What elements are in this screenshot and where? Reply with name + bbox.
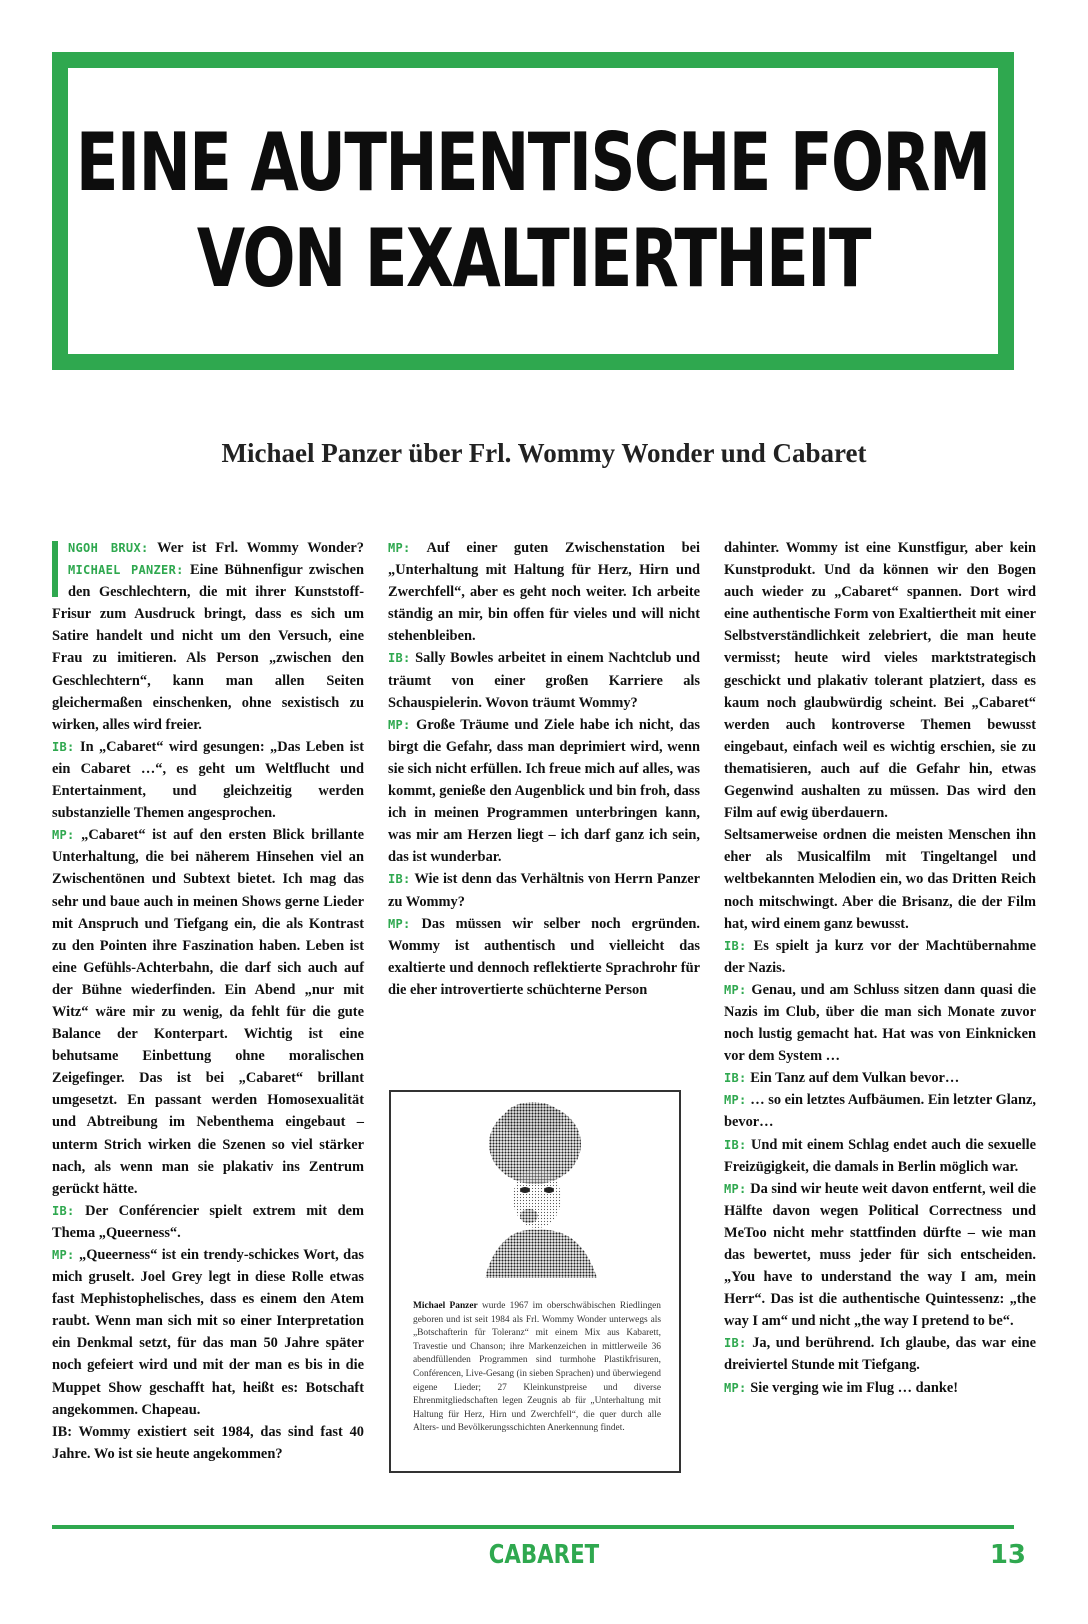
answer-text: Da sind wir heute weit davon entfernt, weil die Hälfte davon wegen Political Correctness und MeToo nicht mehr stattfinden dürfte – wie man das bewertet, muss jeder für sich entscheiden. „You have to understand the way I am, mein Herr“. Das ist die authentische Quintessenz: „the way I am“ und nicht „the way I pretend to be“. [724,1180,1036,1330]
answer-text: … so ein letztes Aufbäumen. Ein letzter Glanz, bevor… [724,1092,1036,1131]
question-text: Sally Bowles arbeitet in einem Nachtclub und träumt von einer großen Karriere als Schauspielerin. Wovon träumt Wommy? [388,650,700,711]
speaker-label: MP: [724,1380,747,1395]
speaker-label: NGOH BRUX: [68,541,149,555]
speaker-label: IB: [52,1203,75,1218]
paragraph [52,824,364,1200]
paragraph [724,1134,1036,1178]
speaker-label: IB: [724,1137,747,1152]
article-subtitle: Michael Panzer über Frl. Wommy Wonder und Cabaret [221,438,867,468]
photo-caption [413,1300,661,1436]
answer-text: Sie verging wie im Flug … danke! [750,1379,959,1396]
footer-rule [52,1525,1014,1529]
answer-text: Auf einer guten Zwischenstation bei „Unterhaltung mit Haltung für Herz, Hirn und Zwerchfell“, aber es geht noch weiter. Ich arbeite ständig an mir, bin offen für vieles und will nicht stehenbleiben. [388,540,700,645]
text-column-3 [724,537,1036,1399]
paragraph [724,979,1036,1067]
answer-text: „Cabaret“ ist auf den ersten Blick brillante Unterhaltung, die bei näherem Hinsehen viel an Zwischentönen und Subtext bietet. Ich mag das sehr und baue auch in meinen Shows gerne Lieder mit Anspruch und Tiefgang ein, die als Kontrast zu den Pointen ihre Faszination haben. Leben ist eine Gefühls-Achterbahn, die darf sich auch auf der Bühne wiederfinden. Ein Abend „nur mit Witz“ wäre mir zu wenig, da fehlt für die gute Balance der Konterpart. Wichtig ist eine behutsame Einbettung ohne moralischen Zeigefinger. Das ist bei „Cabaret“ brillant umgesetzt. En passant werden Homosexualität und Abtreibung im Nebenthema eingebaut – unterm Strich wirken die Szenen so viel stärker nach, als wenn man sie plakativ ins Zentrum gerückt hätte. [52,827,364,1197]
paragraph [724,537,1036,824]
headline-line-1: EINE AUTHENTISCHE FORM [76,116,990,209]
paragraph [52,1200,364,1244]
footer-section-label: CABARET [488,1540,600,1570]
speaker-label: IB: [724,938,747,953]
speaker-label: MP: [724,982,747,997]
answer-text: Seltsamerweise ordnen die meisten Menschen ihn eher als Musicalfilm mit Tingeltangel und weltbekannten Melodien ein, wo das Dritten Reich noch mitschwingt. Aber die Brisanz, die der Film hat, wird einem ganz bewusst. [724,827,1036,932]
answer-text: „Queerness“ ist ein trendy-schickes Wort, das mich gruselt. Joel Grey legt in diese Rolle etwas fast Mephistophelisches, dass es einem den Atem raubt. Wenn man sich mit so einer Interpretation ein Denkmal setzt, für das man 50 Jahre später noch gefeiert wird und mit der man es bis in die Muppet Show geschafft hat, heißt es: Botschaft angekommen. Chapeau. [52,1247,364,1418]
paragraph [52,1244,364,1421]
answer-text: Das müssen wir selber noch ergründen. Wommy ist authentisch und vielleicht das exaltierte und dennoch reflektierte Sprachrohr für die eher introvertierte schüchterne Person [388,915,700,998]
paragraph [724,1332,1036,1376]
speaker-label: MP: [52,828,75,843]
paragraph [724,1178,1036,1333]
paragraph [724,1089,1036,1133]
answer-text: Eine Bühnenfigur zwischen den Geschlechtern, die mit ihrer Kunststoff-Frisur zum Ausdruck bringt, dass es sich um Satire handelt und nicht um den Versuch, eine Frau zu imitieren. Als Person „zwischen den Geschlechtern“, kann man allen Seiten gleichermaßen einschenken, ohne sexistisch zu wirken, alles wird freier. [52,562,364,733]
caption-name: Michael Panzer [413,1301,478,1311]
speaker-label: MP: [724,1093,747,1108]
paragraph [52,1421,364,1465]
paragraph [724,824,1036,934]
portrait-photo [465,1100,615,1278]
headline-box [52,52,1014,370]
speaker-label: IB: [388,651,411,666]
paragraph [388,868,700,912]
question-text: Wie ist denn das Verhältnis von Herrn Panzer zu Wommy? [388,871,700,910]
speaker-label: MP: [388,541,411,555]
question-text: Wer ist Frl. Wommy Wonder? [157,540,365,556]
paragraph [388,647,700,713]
speaker-label: MICHAEL PANZER: [68,563,184,578]
question-text: Es spielt ja kurz vor der Machtübernahme der Nazis. [724,937,1036,976]
paragraph [388,714,700,869]
photo-caption-box [389,1090,681,1473]
headline-line-2: VON EXALTIERTHEIT [196,212,870,305]
text-column-1 [52,537,364,1465]
question-text: Der Conférencier spielt extrem mit dem Thema „Queerness“. [52,1202,364,1241]
question-text: Ja, und berührend. Ich glaube, das war eine dreiviertel Stunde mit Tiefgang. [724,1335,1036,1374]
caption-text: wurde 1967 im oberschwäbischen Riedlingen geboren und ist seit 1984 als Frl. Wommy Wonder unterwegs als „Botschafterin für Toleranz“ mit einem Mix aus Kabarett, Travestie und Chanson; ihre Markenzeichen in mittlerweile 36 abendfüllenden Programmen sind turmhohe Plastikfrisuren, Conférencen, Live-Gesang (in sieben Sprachen) und überwiegend eigene Lieder; 27 Kleinkunstpreise und diverse Ehrenmitgliedschaften legen Zeugnis ab für „Unterhaltung mit Haltung für Herz, Hirn und Zwerchfell“, die quer durch alle Alters- und Bevölkerungsschichten Anerkennung findet. [413,1301,661,1434]
speaker-label: MP: [388,717,411,732]
question-text: IB: Wommy existiert seit 1984, das sind fast 40 Jahre. Wo ist sie heute angekommen? [52,1423,364,1462]
speaker-label: MP: [388,916,411,931]
paragraph [724,1377,1036,1399]
paragraph [52,537,364,736]
answer-text: Große Träume und Ziele habe ich nicht, das birgt die Gefahr, dass man deprimiert wird, wenn sie sich nicht erfüllen. Ich freue mich auf alles, was kommt, genieße den Augenblick und bin froh, dass ich in meinen Programmen unterbringen kann, was mir am Herzen liegt – ich darf ganz ich sein, das ist wunderbar. [388,716,700,866]
question-text: Und mit einem Schlag endet auch die sexuelle Freizügigkeit, die damals in Berlin möglich war. [724,1136,1036,1175]
speaker-label: IB: [388,872,411,887]
paragraph [52,736,364,824]
drop-cap-bar [52,541,58,597]
speaker-label: MP: [724,1181,747,1196]
question-text: In „Cabaret“ wird gesungen: „Das Leben ist ein Cabaret …“, es geht um Weltflucht und Entertainment, und gleichzeitig werden substanzielle Themen angesprochen. [52,738,364,822]
paragraph [388,913,700,1001]
paragraph [388,537,700,647]
question-text: Ein Tanz auf dem Vulkan bevor… [750,1070,960,1087]
answer-text: Genau, und am Schluss sitzen dann quasi die Nazis im Club, über die man sich Monate zuvor noch lustig gemacht hat. Hat was von Einknicken vor dem System … [724,981,1036,1065]
speaker-label: IB: [52,739,75,754]
paragraph [724,935,1036,979]
speaker-label: IB: [724,1336,747,1351]
speaker-label: IB: [724,1071,747,1086]
speaker-label: MP: [52,1248,75,1262]
answer-text: dahinter. Wommy ist eine Kunstfigur, aber kein Kunstprodukt. Und da können wir den Bogen auch wieder zu „Cabaret“ spannen. Dort wird eine authentische Form von Exaltiertheit mit einer Selbstverständlichkeit zelebriert, die man heute vermisst; heute wird vieles marktstrategisch geschickt und plakativ tolerant platziert, dass es kaum noch glaubwürdig scheint. Bei „Cabaret“ werden auch kontroverse Themen bewusst eingebaut, einfach weil es wichtig erschien, sie zu thematisieren, auch auf die Gefahr hin, etwas Gegenwind aushalten zu müssen. Das wird den Film auf ewig überdauern. [724,540,1036,822]
paragraph [724,1067,1036,1089]
text-column-2 [388,537,700,1001]
page-number: 13 [989,1540,1026,1570]
